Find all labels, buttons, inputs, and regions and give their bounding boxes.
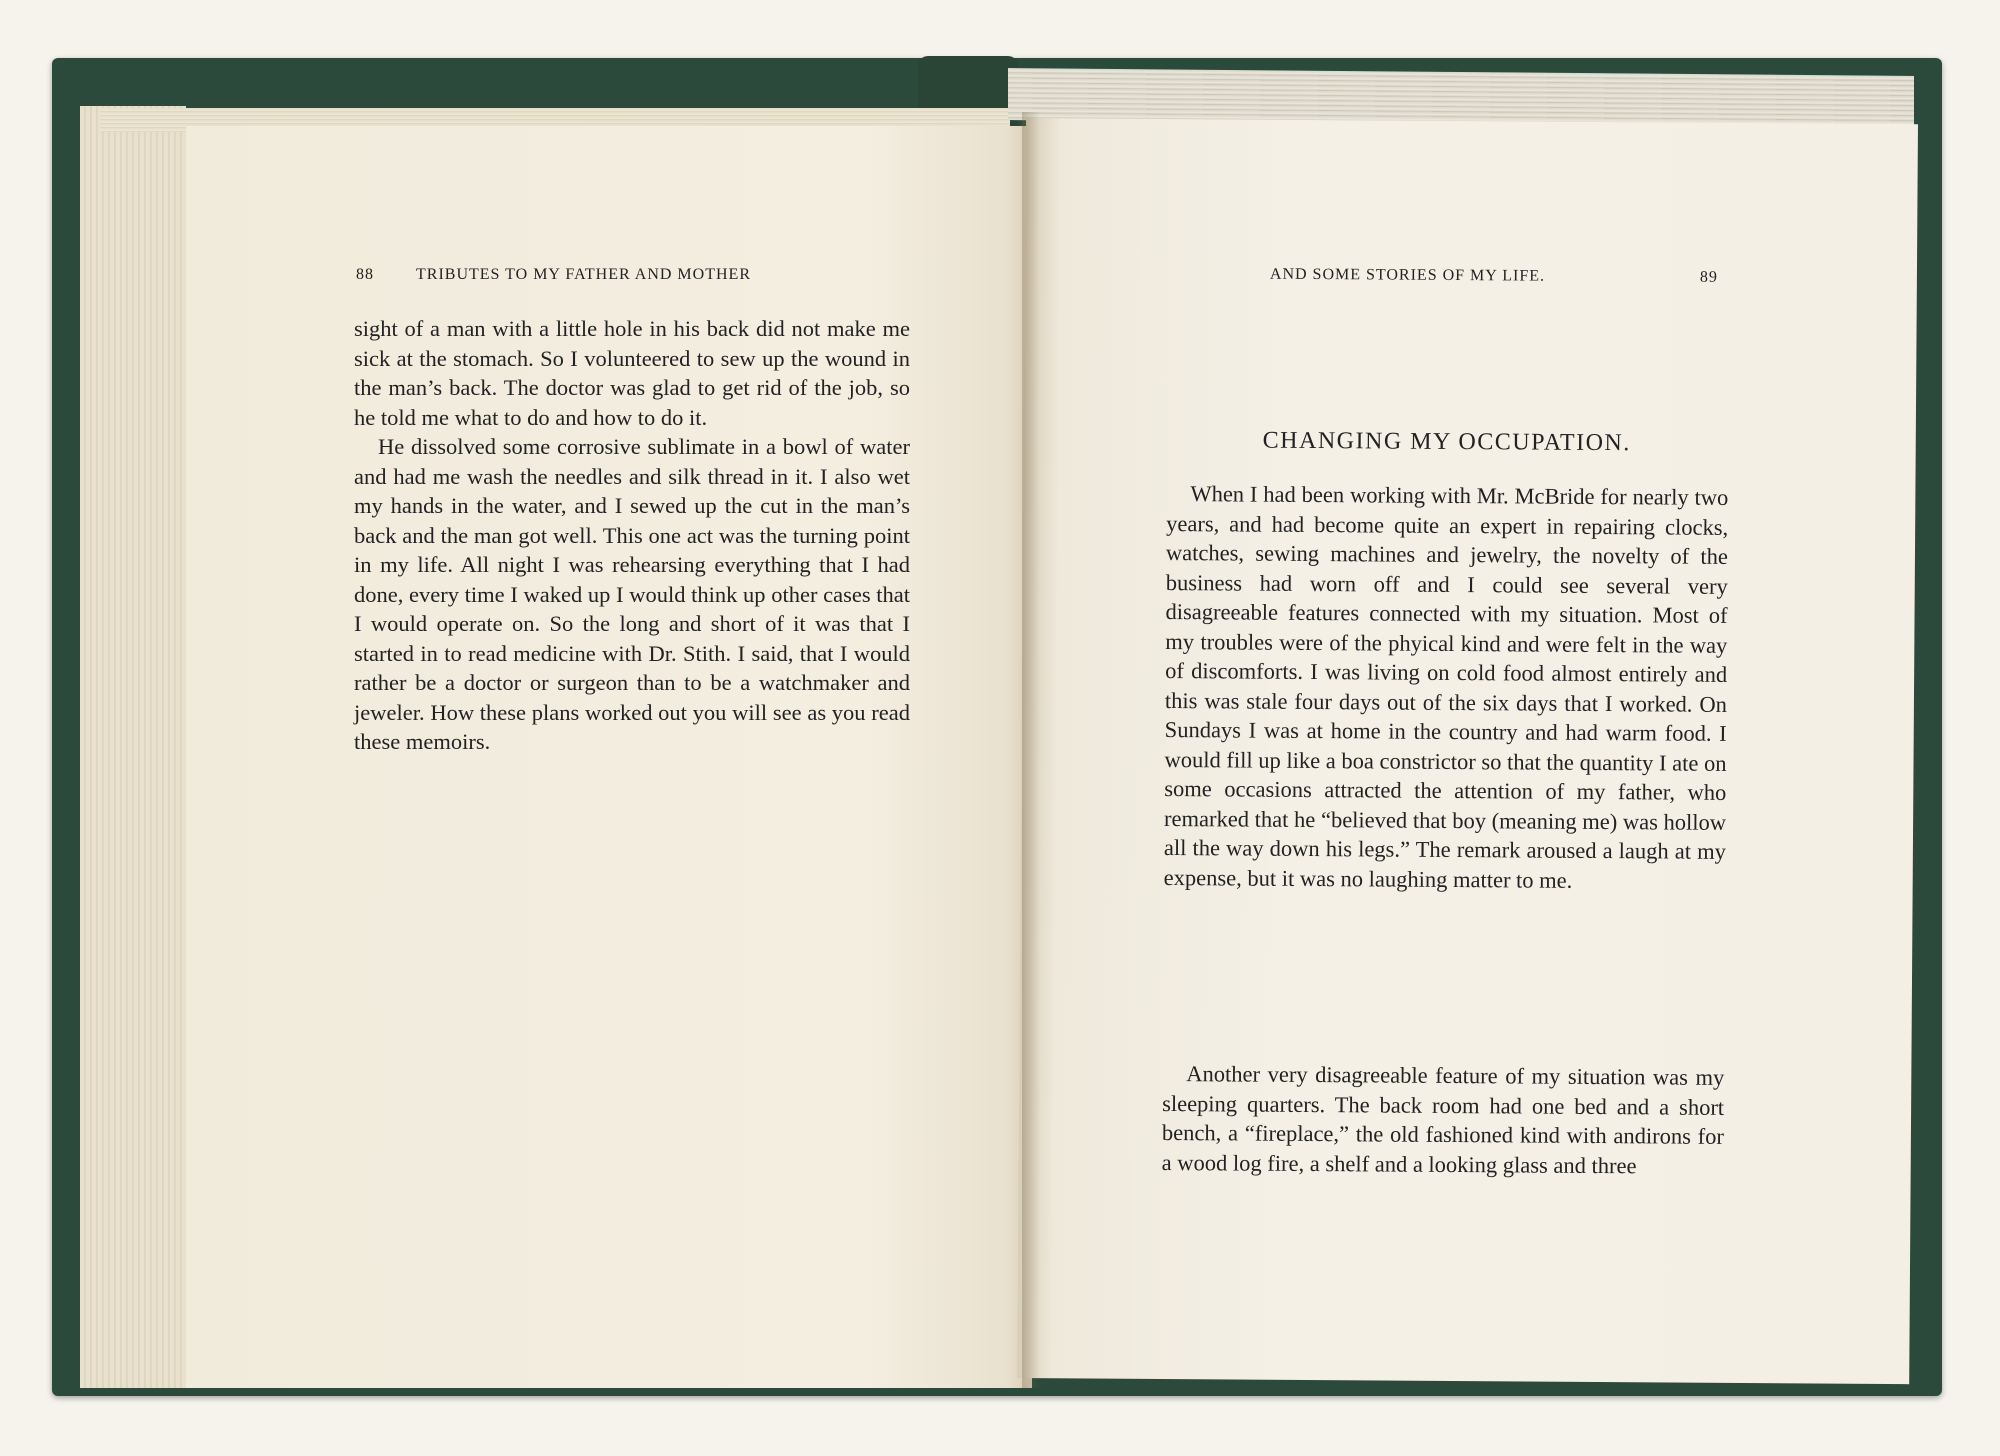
- right-paragraph-1: When I had been working with Mr. McBride for nearly two years, and had become quite an expert in repairing clocks, watches, sewing machines and jewelry, the novelty of the business had worn off and I could see several very disagreeable features connected with my situation. Most of my troubles were of the phyical kind and were felt in the way of discomforts. I was living on cold food almost entirely and this was stale four days out of the six days that I worked. On Sundays I was at home in the country and had warm food. I would fill up like a boa constrictor so that the quantity I ate on some occasions attracted the attention of my father, who remarked that he “believed that boy (meaning me) was hollow all the way down his legs.” The remark aroused a laugh at my expense, but it was no laughing matter to me.: [1163, 481, 1729, 893]
- right-page-body: [1164, 479, 1729, 896]
- left-running-head: TRIBUTES TO MY FATHER AND MOTHER: [416, 266, 751, 283]
- page-edges-left: [80, 106, 186, 1388]
- right-page: [1017, 118, 1918, 1384]
- right-page-body-continued: [1162, 1059, 1725, 1181]
- left-paragraph-2: He dissolved some corrosive sublimate in a bowl of water and had me wash the needles and silk thread in it. I also wet my hands in the water, and I sewed up the cut in the man’s back and the man got well. This one act was the turning point in my life. All night I was rehearsing everything that I had done, every time I waked up I would think up other cases that I would operate on. So the long and short of it was that I started in to read medicine with Dr. Stith. I said, that I would rather be a doctor or surgeon than to be a watchmaker and jeweler. How these plans worked out you will see as you read these memoirs.: [354, 434, 910, 754]
- left-page: [186, 126, 1032, 1388]
- left-paragraph-1: sight of a man with a little hole in his back did not make me sick at the stomach. So I volunteered to sew up the wound in the man’s back. The doctor was glad to get rid of the job, so he told me what to do and how to do it.: [354, 316, 910, 430]
- left-page-body: [354, 314, 910, 757]
- left-page-number: 88: [356, 266, 374, 283]
- right-page-number: 89: [1699, 268, 1718, 286]
- gutter-shadow: [1022, 112, 1040, 1388]
- chapter-title: CHANGING MY OCCUPATION.: [1262, 427, 1631, 457]
- right-paragraph-2: Another very disagreeable feature of my situation was my sleeping quarters. The back room had one bed and a short bench, a “fireplace,” the old fashioned kind with andirons for a wood log fire, a shelf and a looking glass and three: [1161, 1061, 1725, 1178]
- right-running-head: AND SOME STORIES OF MY LIFE.: [1269, 265, 1546, 285]
